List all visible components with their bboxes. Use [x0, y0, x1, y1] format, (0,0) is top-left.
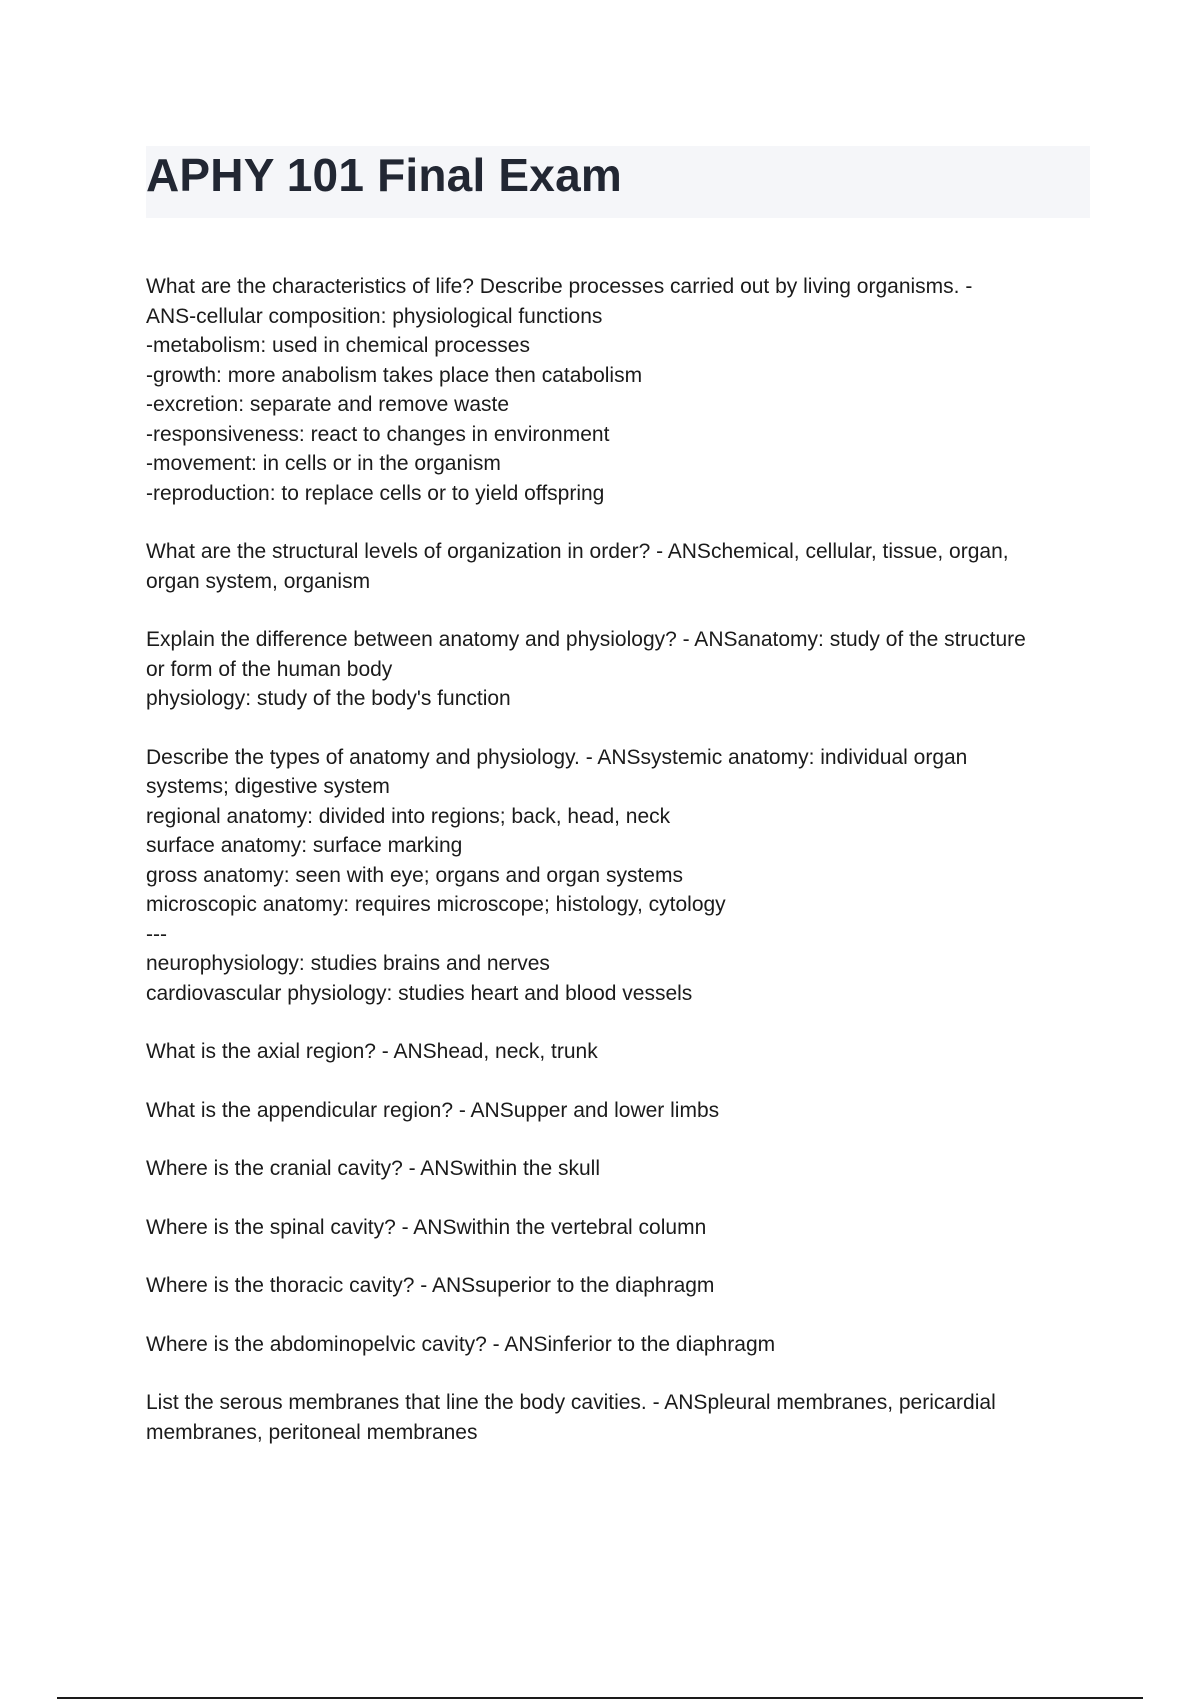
answer-line: -excretion: separate and remove waste [146, 393, 510, 416]
question-line: Where is the abdominopelvic cavity? - ANSinferior to the diaphragm [146, 1332, 776, 1356]
answer-line: organ system, organism [146, 569, 371, 593]
qa-entry [146, 537, 1091, 596]
question-line: What are the structural levels of organization in order? - ANSchemical, cellular, tissue, organ, [146, 540, 1009, 563]
answer-line: regional anatomy: divided into regions; back, head, neck [146, 804, 671, 828]
qa-entry [146, 1096, 1091, 1126]
page-title: APHY 101 Final Exam [146, 149, 622, 201]
answer-line: -movement: in cells or in the organism [146, 452, 501, 475]
question-line: Where is the cranial cavity? - ANSwithin the skull [146, 1157, 601, 1180]
answer-line: surface anatomy: surface marking [146, 834, 463, 857]
answer-line: microscopic anatomy: requires microscope; histology, cytology [146, 893, 726, 916]
qa-list [146, 272, 1091, 1476]
answer-line: --- [146, 922, 167, 946]
question-line: Where is the thoracic cavity? - ANSsuperior to the diaphragm [146, 1274, 715, 1297]
qa-entry [146, 1213, 1091, 1243]
answer-line: -metabolism: used in chemical processes [146, 334, 530, 357]
question-line: What are the characteristics of life? Describe processes carried out by living organisms. - [146, 275, 973, 298]
question-line: What is the axial region? - ANShead, neck, trunk [146, 1040, 598, 1063]
qa-entry [146, 1037, 1091, 1067]
question-line: List the serous membranes that line the body cavities. - ANSpleural membranes, pericardial [146, 1391, 996, 1414]
qa-entry [146, 625, 1091, 714]
question-line: Where is the spinal cavity? - ANSwithin the vertebral column [146, 1215, 707, 1239]
answer-line: membranes, peritoneal membranes [146, 1420, 478, 1444]
answer-line: ANS-cellular composition: physiological functions [146, 304, 603, 328]
footer-divider [57, 1697, 1143, 1699]
answer-line: -growth: more anabolism takes place then catabolism [146, 363, 643, 387]
answer-line: or form of the human body [146, 657, 393, 681]
qa-entry [146, 1154, 1091, 1184]
answer-line: systems; digestive system [146, 775, 390, 798]
qa-entry [146, 272, 1091, 508]
answer-line: cardiovascular physiology: studies heart and blood vessels [146, 981, 693, 1005]
answer-line: gross anatomy: seen with eye; organs and organ systems [146, 863, 683, 887]
question-line: Describe the types of anatomy and physiology. - ANSsystemic anatomy: individual organ [146, 745, 968, 769]
answer-line: -responsiveness: react to changes in environment [146, 422, 610, 446]
qa-entry [146, 1330, 1091, 1360]
answer-line: physiology: study of the body's function [146, 687, 511, 710]
question-line: What is the appendicular region? - ANSupper and lower limbs [146, 1098, 720, 1122]
answer-line: -reproduction: to replace cells or to yield offspring [146, 481, 605, 505]
qa-entry [146, 1388, 1091, 1447]
qa-entry [146, 1271, 1091, 1301]
qa-entry [146, 743, 1091, 1009]
question-line: Explain the difference between anatomy and physiology? - ANSanatomy: study of the structure [146, 628, 1026, 651]
answer-line: neurophysiology: studies brains and nerves [146, 952, 550, 975]
